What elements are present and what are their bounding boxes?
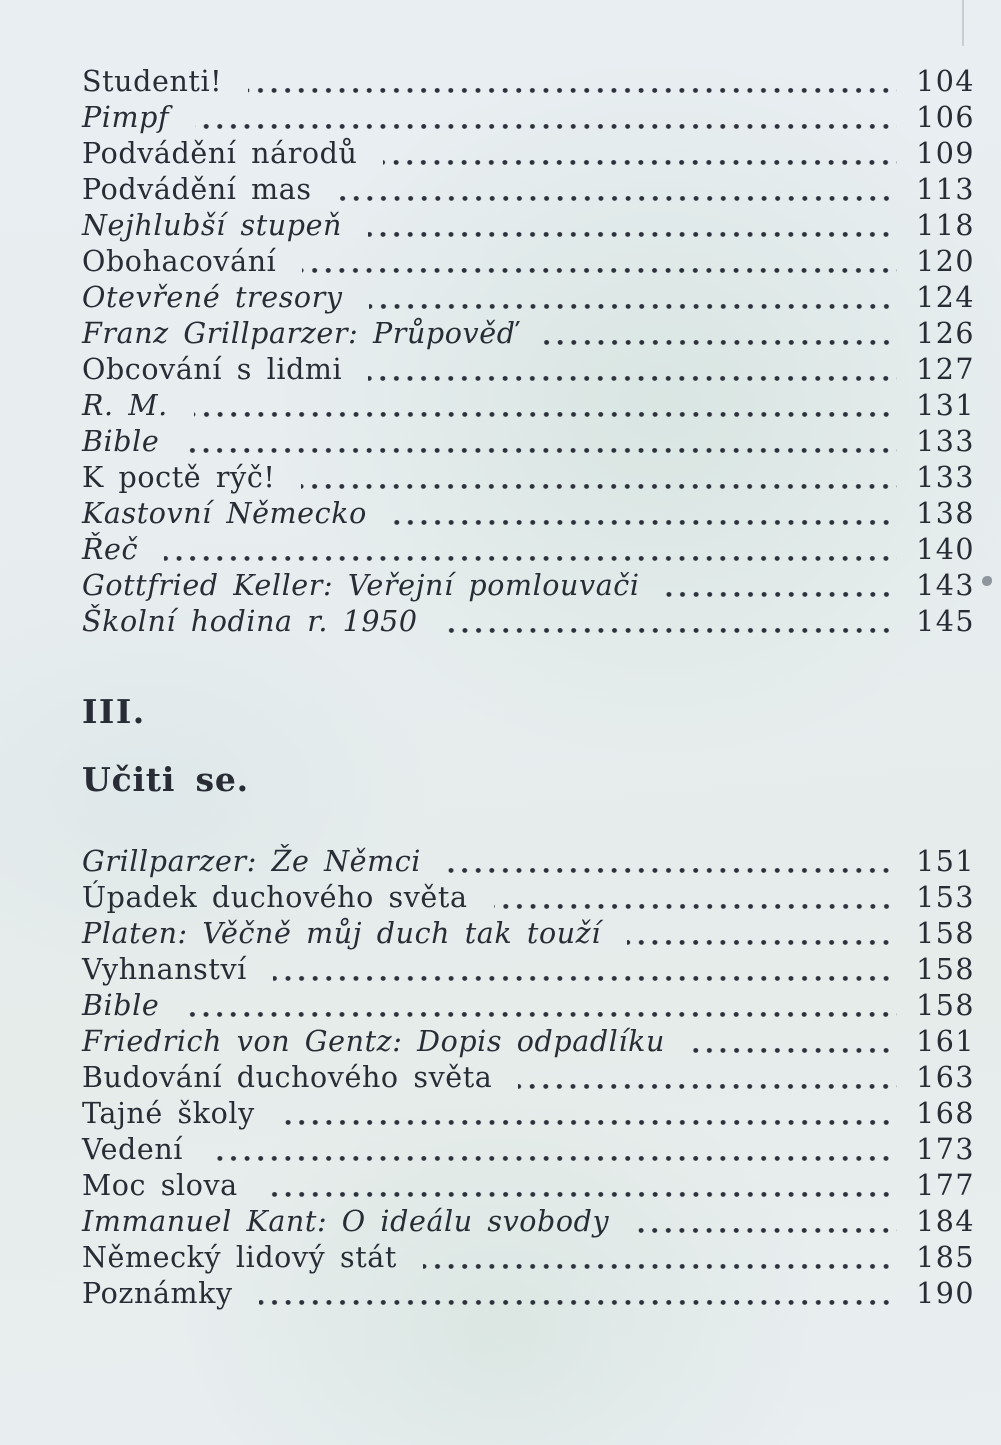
toc-entry-page: 104 [916,65,975,98]
toc-entry-page: 153 [916,881,975,914]
toc-entry-title: Poznámky [82,1277,233,1310]
dot-leader [666,568,897,604]
toc-entry [82,244,975,280]
toc-entry-page: 161 [916,1025,975,1058]
dot-leader [494,880,897,916]
toc-entry-title: Nejhlubší stupeň [82,209,343,242]
toc-entry-title: R. M. [82,389,168,422]
toc-entry-title: Grillparzer: Že Němci [82,845,421,878]
dot-leader [368,352,897,388]
toc-entry-title: Tajné školy [82,1097,255,1130]
toc-entry [82,1060,975,1096]
toc-entry-title: Budování duchového světa [82,1061,493,1094]
toc-entry-title: Úpadek duchového světa [82,881,468,914]
dot-leader [635,1204,897,1240]
toc-entry-page: 151 [916,845,975,878]
toc-section-3-list [82,844,975,1312]
toc-entry-title: Gottfried Keller: Veřejní pomlouvači [82,569,640,602]
toc-entry-page: 113 [916,173,975,206]
dot-leader [301,460,897,496]
toc-entry [82,604,975,640]
toc-entry-title: Německý lidový stát [82,1241,397,1274]
dot-leader [627,916,897,952]
dot-leader [542,316,897,352]
toc-entry-title: Bible [82,425,160,458]
toc-entry-page: 158 [916,917,975,950]
toc-entry-page: 140 [916,533,975,566]
dot-leader [368,208,897,244]
toc-entry-page: 133 [916,425,975,458]
toc-entry [82,1132,975,1168]
toc-entry-title: Bible [82,989,160,1022]
dot-leader [209,1132,897,1168]
toc-entry-page: 124 [916,281,975,314]
toc-entry [82,1276,975,1312]
toc-entry [82,988,975,1024]
dot-leader [185,988,897,1024]
toc-entry-title: Franz Grillparzer: Průpověď [82,317,516,350]
toc-entry [82,316,975,352]
toc-entry-title: Školní hodina r. 1950 [82,605,418,638]
toc-entry-page: 109 [916,137,975,170]
toc-entry-title: K poctě rýč! [82,461,276,494]
toc-entry [82,1096,975,1132]
toc-entry-title: Friedrich von Gentz: Dopis odpadlíku [82,1025,665,1058]
dot-leader [302,244,897,280]
dot-leader [259,1276,897,1312]
toc-entry-page: 127 [916,353,975,386]
toc-entry [82,496,975,532]
toc-entry-page: 131 [916,389,975,422]
dot-leader [444,604,897,640]
section-title: Učiti se. [82,760,249,799]
toc-entry [82,460,975,496]
toc-entry-title: Obohacování [82,245,277,278]
dot-leader [369,280,897,316]
toc-entry-title: Podvádění mas [82,173,312,206]
scan-artifact-line [962,0,964,46]
toc-entry-page: 177 [916,1169,975,1202]
toc-entry [82,1024,975,1060]
toc-entry-title: Studenti! [82,65,223,98]
toc-entry-title: Řeč [82,533,139,566]
dot-leader [281,1096,897,1132]
dot-leader [264,1168,897,1204]
toc-entry-page: 106 [916,101,975,134]
dot-leader [195,100,897,136]
toc-entry [82,208,975,244]
dot-leader [447,844,897,880]
toc-entry-title: Immanuel Kant: O ideálu svobody [82,1205,610,1238]
dot-leader [383,136,897,172]
toc-entry-page: 184 [916,1205,975,1238]
dot-leader [273,952,897,988]
toc-entry [82,880,975,916]
toc-entry [82,1168,975,1204]
section-heading [82,692,975,800]
toc-entry [82,100,975,136]
toc-entry-title: Vedení [82,1133,184,1166]
dot-leader [691,1024,897,1060]
toc-entry-title: Vyhnanství [82,953,247,986]
toc-entry [82,424,975,460]
dot-leader [518,1060,897,1096]
dot-leader [393,496,897,532]
toc-section-2-list [82,64,975,640]
dot-leader [423,1240,897,1276]
toc-entry-page: 120 [916,245,975,278]
dot-leader [194,388,897,424]
toc-entry [82,64,975,100]
toc-entry-page: 163 [916,1061,975,1094]
toc-entry-page: 190 [916,1277,975,1310]
toc-entry-title: Platen: Věčně můj duch tak touží [82,917,602,950]
section-numeral: III. [82,692,146,731]
toc-entry-title: Obcování s lidmi [82,353,343,386]
toc-entry [82,388,975,424]
toc-entry-page: 145 [916,605,975,638]
toc-entry-title: Podvádění národů [82,137,358,170]
toc-entry-page: 143 [916,569,975,602]
toc-entry-page: 126 [916,317,975,350]
toc-entry-page: 133 [916,461,975,494]
toc-entry [82,352,975,388]
toc-entry-page: 118 [916,209,975,242]
toc-entry [82,844,975,880]
toc-entry-title: Otevřené tresory [82,281,343,314]
toc-entry [82,1240,975,1276]
dot-leader [338,172,897,208]
ink-speck [982,576,992,586]
toc-entry [82,532,975,568]
toc-entry [82,952,975,988]
toc-entry [82,1204,975,1240]
toc-entry-page: 168 [916,1097,975,1130]
toc-entry-title: Moc slova [82,1169,238,1202]
toc-entry-page: 158 [916,989,975,1022]
toc-entry [82,280,975,316]
dot-leader [185,424,897,460]
toc-entry-page: 138 [916,497,975,530]
dot-leader [248,64,897,100]
toc-entry-page: 158 [916,953,975,986]
toc-entry-page: 185 [916,1241,975,1274]
toc-entry [82,916,975,952]
toc-entry-title: Pimpf [82,101,170,134]
toc-entry [82,568,975,604]
toc-entry [82,172,975,208]
toc-entry-page: 173 [916,1133,975,1166]
toc-entry-title: Kastovní Německo [82,497,367,530]
dot-leader [164,532,897,568]
toc-entry [82,136,975,172]
